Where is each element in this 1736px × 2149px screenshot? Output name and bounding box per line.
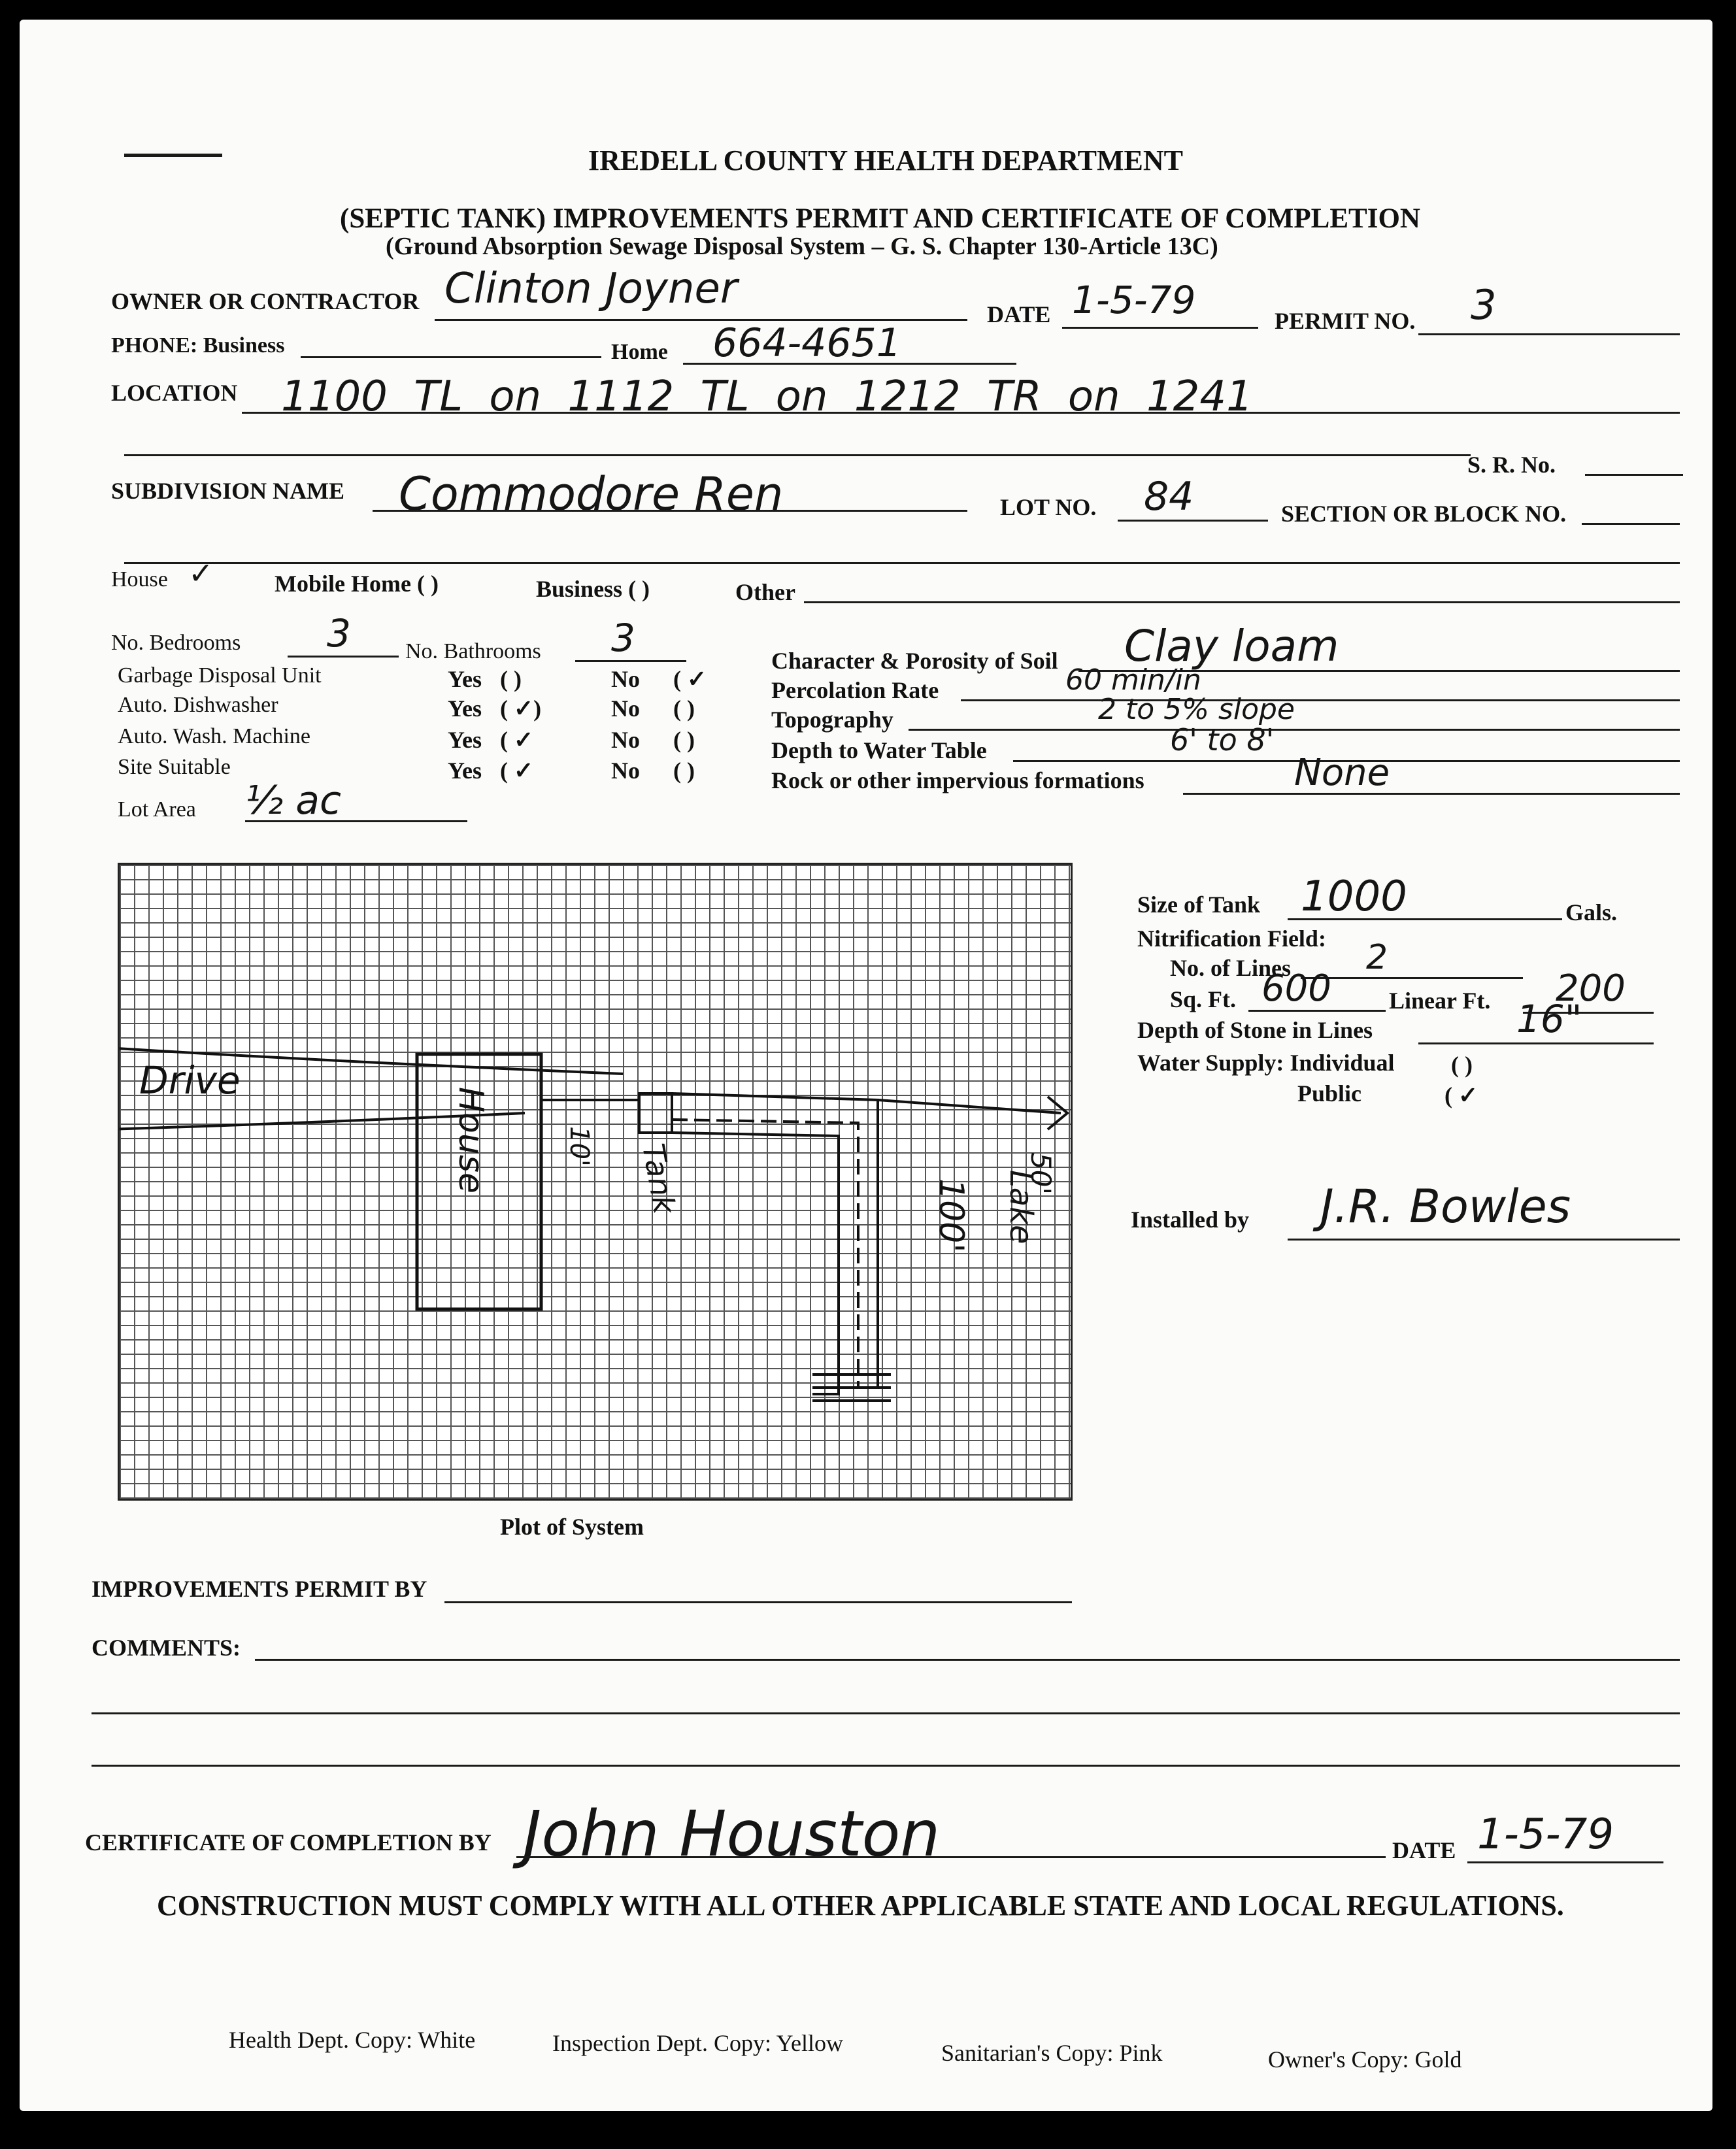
house-label: House xyxy=(111,567,168,591)
no-checkbox: ( ) xyxy=(673,758,695,784)
tank-size-label: Size of Tank xyxy=(1137,891,1261,918)
yes-checkbox: ( ) xyxy=(500,666,522,692)
nitrification-label: Nitrification Field: xyxy=(1137,925,1326,952)
appliance-label: Site Suitable xyxy=(118,755,231,779)
bathrooms-label: No. Bathrooms xyxy=(405,639,541,663)
plot-grid xyxy=(118,863,1073,1501)
lot-no-value: 84 xyxy=(1144,474,1194,520)
lot-area-label: Lot Area xyxy=(118,797,196,822)
lines-count-label: No. of Lines xyxy=(1170,955,1292,981)
lake-label: Lake xyxy=(1003,1170,1039,1244)
bedrooms-label: No. Bedrooms xyxy=(111,631,241,655)
no-label: No xyxy=(611,666,640,692)
plot-caption: Plot of System xyxy=(500,1514,644,1540)
department-title: IREDELL COUNTY HEALTH DEPARTMENT xyxy=(588,144,1183,176)
home-phone-value: 664-4651 xyxy=(712,320,901,366)
no-label: No xyxy=(611,758,640,784)
yes-label: Yes xyxy=(448,695,482,722)
no-checkbox: ( ) xyxy=(673,727,695,753)
topography-value: 2 to 5% slope xyxy=(1098,693,1295,726)
no-label: No xyxy=(611,695,640,722)
location-value: 1100 TL on 1112 TL on 1212 TR on 1241 xyxy=(281,373,1253,421)
distance-10-label: 10' xyxy=(564,1126,594,1167)
permit-no-value: 3 xyxy=(1471,281,1497,329)
bathrooms-value: 3 xyxy=(611,616,635,660)
section-block-label: SECTION OR BLOCK NO. xyxy=(1281,501,1567,527)
tank-size-value: 1000 xyxy=(1301,873,1407,921)
yes-label: Yes xyxy=(448,727,482,753)
rock-value: None xyxy=(1294,752,1390,794)
form-title: (SEPTIC TANK) IMPROVEMENTS PERMIT AND CERTIFICATE OF COMPLETION xyxy=(340,203,1420,234)
copy-label: Owner's Copy: Gold xyxy=(1268,2046,1462,2073)
copy-label: Health Dept. Copy: White xyxy=(229,2027,476,2053)
perc-rate-label: Percolation Rate xyxy=(771,677,939,703)
owner-value: Clinton Joyner xyxy=(444,265,738,313)
date-value: 1-5-79 xyxy=(1072,278,1196,322)
mobile-home-label: Mobile Home ( ) xyxy=(275,571,439,597)
rock-label: Rock or other impervious formations xyxy=(771,767,1144,793)
date-label: DATE xyxy=(987,301,1051,327)
completion-date-label: DATE xyxy=(1392,1837,1456,1863)
gals-label: Gals. xyxy=(1565,899,1618,925)
installed-by-value: J.R. Bowles xyxy=(1320,1180,1571,1233)
sqft-label: Sq. Ft. xyxy=(1170,986,1237,1012)
no-checkbox: ( ✓ xyxy=(673,666,707,692)
perc-rate-value: 60 min/in xyxy=(1065,663,1201,697)
public-check: ( ✓ xyxy=(1444,1082,1478,1108)
water-table-label: Depth to Water Table xyxy=(771,737,987,763)
completion-date-value: 1-5-79 xyxy=(1477,1810,1614,1859)
yes-checkbox: ( ✓) xyxy=(500,695,542,722)
yes-label: Yes xyxy=(448,758,482,784)
soil-character-value: Clay loam xyxy=(1124,621,1339,671)
sqft-value: 600 xyxy=(1261,967,1331,1010)
appliance-label: Auto. Wash. Machine xyxy=(118,724,311,748)
appliance-label: Auto. Dishwasher xyxy=(118,693,278,717)
yes-label: Yes xyxy=(448,666,482,692)
linear-ft-value: 200 xyxy=(1556,967,1626,1010)
water-supply-label: Water Supply: Individual xyxy=(1137,1050,1395,1076)
compliance-notice: CONSTRUCTION MUST COMPLY WITH ALL OTHER APPLICABLE STATE AND LOCAL REGULATIONS. xyxy=(157,1890,1564,1922)
linear-ft-label: Linear Ft. xyxy=(1389,988,1491,1014)
installed-by-label: Installed by xyxy=(1131,1207,1250,1233)
phone-label: PHONE: Business xyxy=(111,333,285,358)
permit-no-label: PERMIT NO. xyxy=(1275,308,1416,334)
permit-by-label: IMPROVEMENTS PERMIT BY xyxy=(92,1576,427,1602)
copy-label: Inspection Dept. Copy: Yellow xyxy=(552,2030,843,2056)
no-checkbox: ( ) xyxy=(673,695,695,722)
stone-depth-value: 16" xyxy=(1516,997,1582,1041)
location-label: LOCATION xyxy=(111,380,238,406)
house-label-plot: House xyxy=(451,1087,490,1193)
home-label: Home xyxy=(611,340,668,364)
form-subtitle: (Ground Absorption Sewage Disposal System – G. S. Chapter 130-Article 13C) xyxy=(386,233,1218,260)
lines-count-value: 2 xyxy=(1366,938,1388,977)
drive-label: Drive xyxy=(139,1058,241,1103)
topography-label: Topography xyxy=(771,707,893,733)
yes-checkbox: ( ✓ xyxy=(500,758,534,784)
soil-character-label: Character & Porosity of Soil xyxy=(771,648,1058,674)
subdivision-value: Commodore Ren xyxy=(399,467,784,521)
no-label: No xyxy=(611,727,640,753)
lot-no-label: LOT NO. xyxy=(1000,494,1097,520)
plot-sketch xyxy=(120,865,1071,1499)
comments-label: COMMENTS: xyxy=(92,1635,241,1661)
other-label: Other xyxy=(735,579,795,605)
owner-label: OWNER OR CONTRACTOR xyxy=(111,288,420,314)
bedrooms-value: 3 xyxy=(327,611,351,656)
tank-label-plot: Tank xyxy=(635,1141,682,1216)
public-label: Public xyxy=(1297,1080,1362,1107)
individual-check: ( ) xyxy=(1451,1052,1473,1078)
house-check: ✓ xyxy=(188,556,214,591)
inspector-signature: John Houston xyxy=(523,1797,941,1871)
lot-area-value: ½ ac xyxy=(245,778,341,824)
subdivision-label: SUBDIVISION NAME xyxy=(111,478,345,504)
water-table-value: 6' to 8' xyxy=(1170,722,1275,758)
yes-checkbox: ( ✓ xyxy=(500,727,534,753)
appliance-label: Garbage Disposal Unit xyxy=(118,663,322,688)
business-label: Business ( ) xyxy=(536,576,650,602)
stone-depth-label: Depth of Stone in Lines xyxy=(1137,1017,1373,1043)
permit-form-page xyxy=(20,20,1712,2111)
sr-no-label: S. R. No. xyxy=(1467,452,1556,478)
corner-mark xyxy=(124,154,222,157)
distance-50-label: 50' xyxy=(1025,1152,1057,1195)
certificate-label: CERTIFICATE OF COMPLETION BY xyxy=(85,1829,492,1856)
lines-length-label: 100' xyxy=(931,1178,971,1253)
copy-label: Sanitarian's Copy: Pink xyxy=(941,2040,1163,2066)
